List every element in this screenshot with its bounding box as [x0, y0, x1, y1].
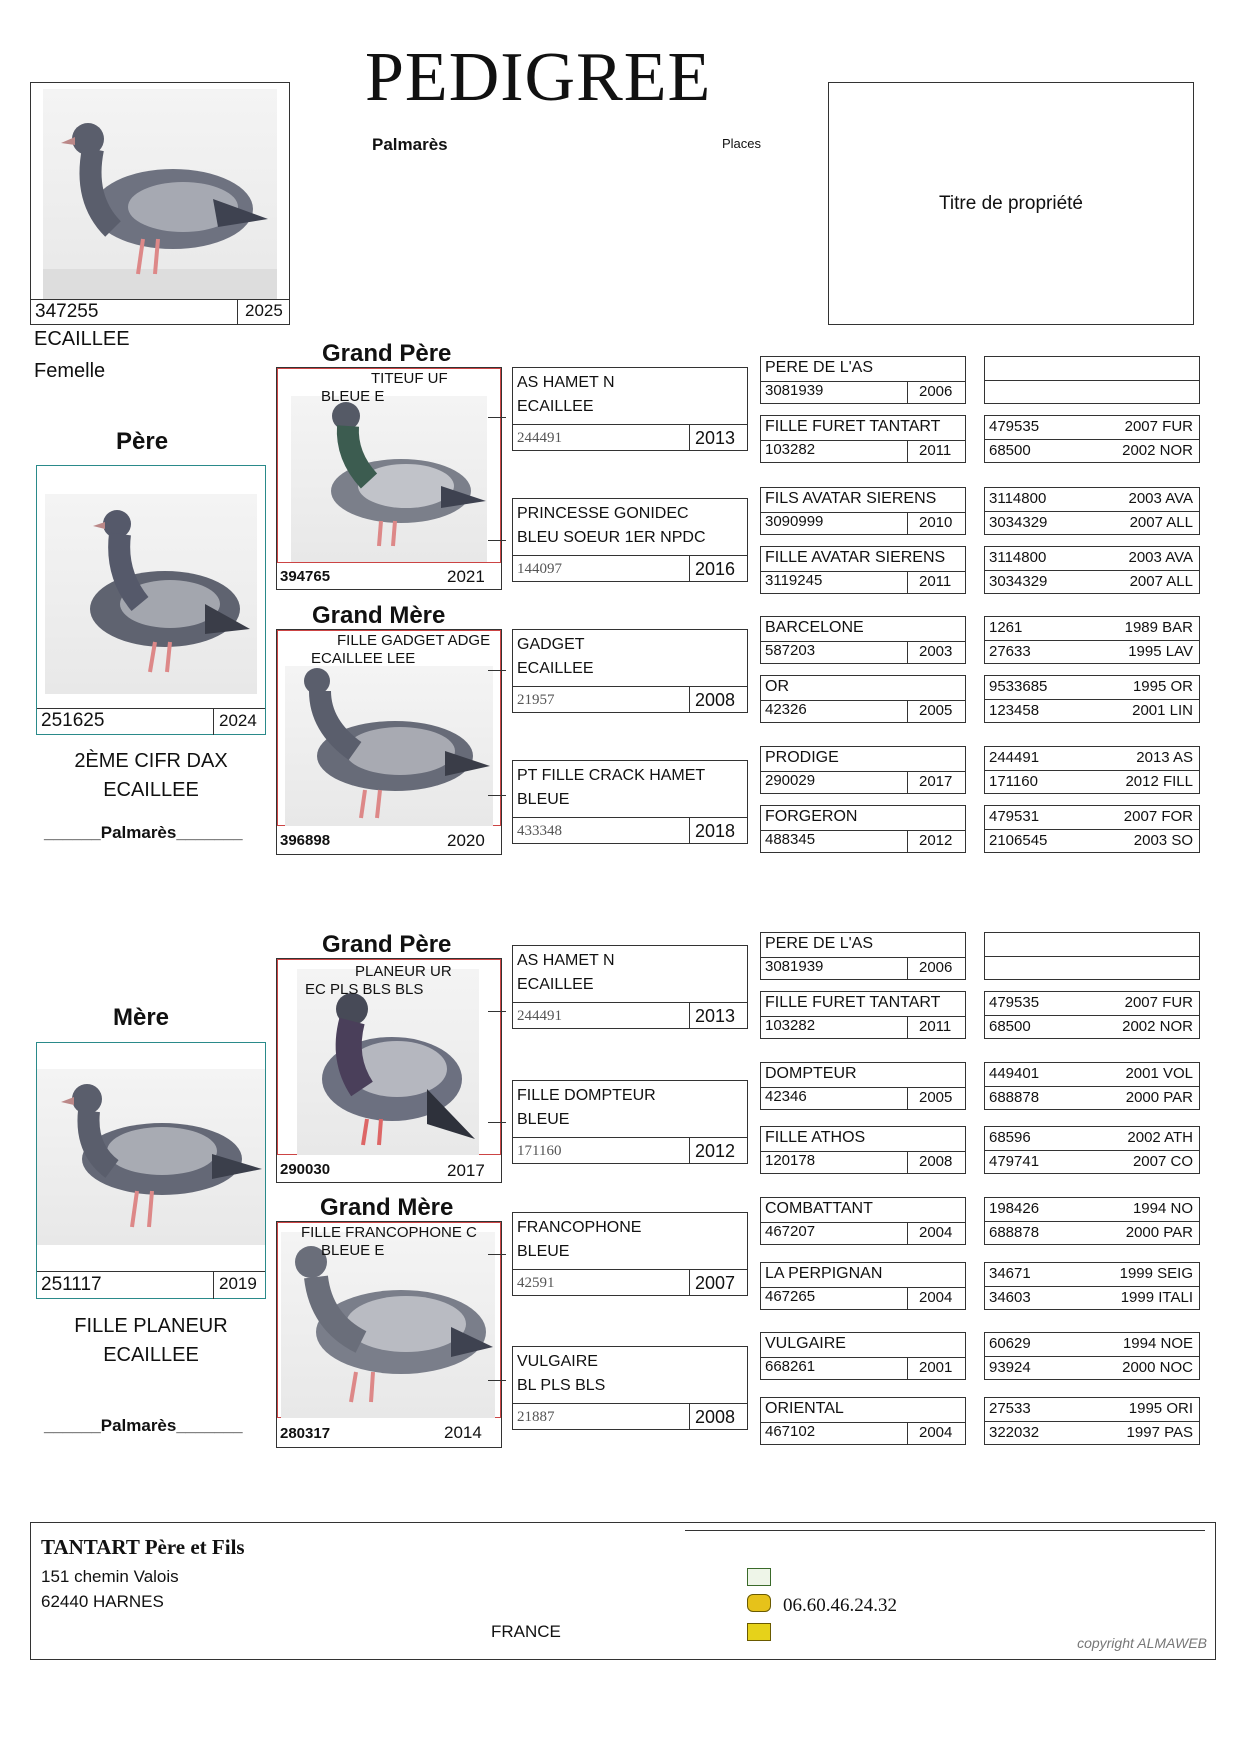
ancestor-ring: 244491 [517, 430, 562, 446]
gen4-ancestor-box [760, 1126, 966, 1174]
gen4-ancestor-box [760, 932, 966, 980]
ancestor-name: PRINCESSE GONIDEC [517, 505, 689, 522]
gen4-ancestor-box [760, 616, 966, 664]
ancestor-ring: 27533 [989, 1400, 1031, 1417]
ancestor-name: VULGAIRE [765, 1335, 846, 1352]
connector-line [488, 417, 506, 418]
ancestor-info: 2003 SO [1133, 832, 1193, 849]
ancestor-name: DOMPTEUR [765, 1065, 857, 1082]
ancestor-info: 1997 PAS [1126, 1424, 1193, 1441]
pere-photo-frame [36, 465, 266, 735]
connector-line [488, 1122, 506, 1123]
address-line-2: 62440 HARNES [41, 1592, 164, 1611]
ancestor-info: 1994 NOE [1122, 1335, 1193, 1352]
ancestor-ring: 60629 [989, 1335, 1031, 1352]
mere-palmares: ______Palmarès_______ [44, 1416, 243, 1435]
gm-pere-color: ECAILLEE LEE [311, 650, 416, 667]
gp-mere-frame [276, 958, 502, 1183]
email-icon[interactable] [747, 1568, 771, 1586]
gm-mere-frame [276, 1221, 502, 1448]
gp-pere-color: BLEUE E [321, 388, 385, 405]
subject-year: 2025 [245, 301, 283, 320]
ancestor-ring: 688878 [989, 1089, 1040, 1106]
pigeon-image [45, 494, 257, 694]
gen5-ancestor-pair [984, 546, 1200, 594]
gen5-ancestor-pair [984, 487, 1200, 535]
country: FRANCE [491, 1622, 561, 1641]
ancestor-name: OR [765, 678, 789, 695]
gm-pere-heading: Grand Mère [312, 602, 446, 629]
ancestor-ring: 3034329 [989, 573, 1048, 590]
ancestor-year: 2008 [695, 1407, 736, 1427]
ancestor-name: FORGERON [765, 808, 858, 825]
ancestor-year: 2005 [919, 1089, 953, 1106]
ancestor-info: 2001 VOL [1125, 1065, 1193, 1082]
gen3-ancestor-box [512, 1212, 748, 1296]
ancestor-year: 2008 [919, 1153, 953, 1170]
pere-ring: 251625 [41, 710, 105, 731]
ancestor-name: PRODIGE [765, 749, 839, 766]
ancestor-color: BL PLS BLS [517, 1377, 606, 1394]
ancestor-info: 1995 OR [1132, 678, 1193, 695]
gp-pere-photo [291, 396, 487, 562]
ancestor-year: 2005 [919, 702, 953, 719]
gen3-ancestor-box [512, 945, 748, 1029]
ancestor-ring: 244491 [517, 1008, 562, 1024]
gen5-ancestor-pair [984, 1397, 1200, 1445]
gen3-ancestor-box [512, 629, 748, 713]
pere-heading: Père [116, 428, 169, 455]
pigeon-image [291, 396, 487, 562]
ancestor-info: 1995 LAV [1128, 643, 1193, 660]
gen4-ancestor-box [760, 546, 966, 594]
ancestor-ring: 27633 [989, 643, 1031, 660]
connector-line [488, 795, 506, 796]
ancestor-name: AS HAMET N [517, 374, 615, 391]
gm-pere-ring: 396898 [280, 832, 331, 849]
ancestor-year: 2004 [919, 1224, 953, 1241]
ancestor-info: 2002 NOR [1122, 1018, 1193, 1035]
ancestor-year: 2012 [695, 1141, 736, 1161]
ancestor-year: 2008 [695, 690, 736, 710]
ancestor-name: PERE DE L'AS [765, 359, 873, 376]
ancestor-color: ECAILLEE [517, 660, 594, 677]
ancestor-year: 2006 [919, 959, 953, 976]
ancestor-ring: 68596 [989, 1129, 1031, 1146]
ancestor-info: 2007 FOR [1123, 808, 1193, 825]
ancestor-ring: 120178 [765, 1152, 816, 1169]
gen4-ancestor-box [760, 1262, 966, 1310]
palmares-label: Palmarès [372, 135, 448, 154]
gen5-ancestor-pair [984, 415, 1200, 463]
gen3-ancestor-box [512, 498, 748, 582]
ancestor-info: 2012 FILL [1125, 773, 1193, 790]
ancestor-name: FILLE DOMPTEUR [517, 1087, 656, 1104]
ancestor-year: 2013 [695, 428, 736, 448]
ancestor-name: PT FILLE CRACK HAMET [517, 767, 706, 784]
phone-icon[interactable] [747, 1594, 771, 1612]
ancestor-ring: 290029 [765, 772, 816, 789]
ancestor-year: 2018 [695, 821, 736, 841]
ancestor-info: 1994 NO [1132, 1200, 1193, 1217]
ancestor-info: 1995 ORI [1128, 1400, 1193, 1417]
gen4-ancestor-box [760, 805, 966, 853]
ancestor-ring: 3034329 [989, 514, 1048, 531]
subject-color: ECAILLEE [34, 328, 130, 350]
connector-line [488, 1254, 506, 1255]
ancestor-ring: 42591 [517, 1275, 555, 1291]
ancestor-ring: 42326 [765, 701, 807, 718]
phone-number: 06.60.46.24.32 [783, 1595, 897, 1616]
ancestor-year: 2011 [919, 1018, 952, 1035]
ancestor-ring: 144097 [517, 561, 562, 577]
ancestor-info: 2007 FUR [1124, 418, 1193, 435]
gen5-ancestor-pair [984, 1197, 1200, 1245]
ancestor-year: 2017 [919, 773, 953, 790]
ancestor-color: BLEUE [517, 791, 570, 808]
gen4-ancestor-box [760, 415, 966, 463]
ancestor-ring: 3081939 [765, 382, 824, 399]
gp-pere-ring: 394765 [280, 568, 331, 585]
gp-pere-year: 2021 [447, 567, 485, 586]
mere-ring: 251117 [41, 1274, 102, 1295]
ancestor-ring: 103282 [765, 1017, 816, 1034]
places-label: Places [722, 136, 762, 151]
ancestor-info: 2013 AS [1136, 749, 1193, 766]
ancestor-ring: 3114800 [989, 490, 1047, 507]
ancestor-year: 2007 [695, 1273, 736, 1293]
ancestor-year: 2004 [919, 1289, 953, 1306]
gm-pere-frame [276, 629, 502, 855]
gen5-ancestor-pair [984, 1332, 1200, 1380]
gen4-ancestor-box [760, 356, 966, 404]
ancestor-ring: 93924 [989, 1359, 1031, 1376]
connector-line [488, 1380, 506, 1381]
ancestor-ring: 449401 [989, 1065, 1040, 1082]
gm-mere-heading: Grand Mère [320, 1194, 454, 1221]
ancestor-info: 2007 ALL [1129, 573, 1193, 590]
ancestor-year: 2003 [919, 643, 953, 660]
gen5-ancestor-pair [984, 356, 1200, 404]
subject-pigeon-photo [43, 89, 277, 299]
ancestor-info: 2000 NOC [1122, 1359, 1193, 1376]
pigeon-image [37, 1069, 265, 1245]
pere-pigeon-photo [45, 494, 257, 694]
gm-mere-color: BLEUE E [321, 1242, 385, 1259]
subject-ring: 347255 [35, 301, 99, 322]
mere-color: ECAILLEE [103, 1344, 199, 1366]
gp-mere-year: 2017 [447, 1161, 485, 1180]
gen5-ancestor-pair [984, 616, 1200, 664]
ancestor-info: 2001 LIN [1132, 702, 1193, 719]
ancestor-ring: 198426 [989, 1200, 1040, 1217]
gm-mere-ring: 280317 [280, 1425, 331, 1442]
ancestor-ring: 3081939 [765, 958, 824, 975]
ancestor-color: ECAILLEE [517, 976, 594, 993]
ancestor-ring: 1261 [989, 619, 1023, 636]
ancestor-ring: 668261 [765, 1358, 816, 1375]
ancestor-ring: 479531 [989, 808, 1040, 825]
ancestor-info: 1999 SEIG [1119, 1265, 1193, 1282]
subject-sex: Femelle [34, 360, 106, 382]
pere-palmares: ______Palmarès_______ [44, 823, 243, 842]
ancestor-name: VULGAIRE [517, 1353, 598, 1370]
ancestor-info: 1989 BAR [1124, 619, 1193, 636]
ancestor-name: FILLE AVATAR SIERENS [765, 549, 946, 566]
ancestor-info: 1999 ITALI [1120, 1289, 1193, 1306]
gen5-ancestor-pair [984, 1062, 1200, 1110]
gen5-ancestor-pair [984, 805, 1200, 853]
mere-heading: Mère [113, 1004, 170, 1031]
ancestor-ring: 2106545 [989, 832, 1048, 849]
ancestor-ring: 488345 [765, 831, 816, 848]
ancestor-name: BARCELONE [765, 619, 864, 636]
ancestor-ring: 3114800 [989, 549, 1047, 566]
ancestor-year: 2013 [695, 1006, 736, 1026]
ancestor-name: ORIENTAL [765, 1400, 844, 1417]
pere-color: ECAILLEE [103, 779, 199, 801]
pigeon-image [281, 1232, 495, 1418]
gp-pere-frame [276, 367, 502, 590]
ancestor-ring: 322032 [989, 1424, 1040, 1441]
ancestor-ring: 34671 [989, 1265, 1031, 1282]
ancestor-color: BLEU SOEUR 1ER NPDC [517, 529, 706, 546]
pere-name: 2ÈME CIFR DAX [74, 750, 228, 772]
fax-icon[interactable] [747, 1623, 771, 1641]
gp-mere-ring: 290030 [280, 1161, 331, 1178]
ancestor-info: 2007 CO [1132, 1153, 1193, 1170]
gen5-ancestor-pair [984, 746, 1200, 794]
ancestor-ring: 3090999 [765, 513, 824, 530]
ancestor-name: FRANCOPHONE [517, 1219, 642, 1236]
ancestor-info: 2002 NOR [1122, 442, 1193, 459]
connector-line [488, 540, 506, 541]
gen3-ancestor-box [512, 1080, 748, 1164]
ancestor-ring: 68500 [989, 1018, 1031, 1035]
ancestor-name: FILLE FURET TANTART [765, 994, 941, 1011]
gm-mere-photo [281, 1232, 495, 1418]
gm-mere-name: FILLE FRANCOPHONE C [301, 1224, 477, 1241]
ancestor-name: PERE DE L'AS [765, 935, 873, 952]
address-line-1: 151 chemin Valois [41, 1567, 179, 1586]
gm-pere-photo [285, 666, 493, 826]
ancestor-ring: 433348 [517, 823, 562, 839]
ancestor-ring: 479535 [989, 994, 1040, 1011]
ancestor-ring: 171160 [989, 773, 1038, 790]
ancestor-ring: 34603 [989, 1289, 1031, 1306]
ancestor-info: 2000 PAR [1125, 1224, 1193, 1241]
ancestor-ring: 42346 [765, 1088, 807, 1105]
mere-name: FILLE PLANEUR [74, 1315, 228, 1337]
gp-pere-heading: Grand Père [322, 340, 452, 367]
connector-line [488, 1011, 506, 1012]
mere-year: 2019 [219, 1274, 257, 1293]
copyright: copyright ALMAWEB [1077, 1635, 1207, 1651]
ancestor-ring: 479535 [989, 418, 1040, 435]
ancestor-name: AS HAMET N [517, 952, 615, 969]
ancestor-name: FILLE FURET TANTART [765, 418, 941, 435]
mere-pigeon-photo [37, 1069, 265, 1245]
gen4-ancestor-box [760, 487, 966, 535]
ancestor-ring: 479741 [989, 1153, 1040, 1170]
ancestor-ring: 688878 [989, 1224, 1040, 1241]
ancestor-ring: 467265 [765, 1288, 816, 1305]
ancestor-info: 2003 AVA [1128, 549, 1193, 566]
gp-mere-heading: Grand Père [322, 931, 452, 958]
ancestor-ring: 103282 [765, 441, 816, 458]
subject-photo-frame [30, 82, 290, 325]
gm-pere-name: FILLE GADGET ADGE [337, 632, 491, 649]
ancestor-year: 2006 [919, 383, 953, 400]
ancestor-color: BLEUE [517, 1243, 570, 1260]
gen4-ancestor-box [760, 1062, 966, 1110]
ancestor-year: 2010 [919, 514, 953, 531]
gm-pere-year: 2020 [447, 831, 485, 850]
ancestor-year: 2004 [919, 1424, 953, 1441]
ancestor-ring: 123458 [989, 702, 1040, 719]
gen5-ancestor-pair [984, 675, 1200, 723]
ancestor-color: BLEUE [517, 1111, 570, 1128]
gen4-ancestor-box [760, 675, 966, 723]
pigeon-image [43, 89, 277, 299]
ancestor-info: 2003 AVA [1128, 490, 1193, 507]
gen3-ancestor-box [512, 367, 748, 451]
mere-photo-frame [36, 1042, 266, 1299]
gp-pere-name: TITEUF UF [371, 370, 448, 387]
ancestor-name: LA PERPIGNAN [765, 1265, 883, 1282]
gen5-ancestor-pair [984, 932, 1200, 980]
ancestor-info: 2000 PAR [1125, 1089, 1193, 1106]
gen3-ancestor-box [512, 1346, 748, 1430]
gen5-ancestor-pair [984, 991, 1200, 1039]
ancestor-ring: 467102 [765, 1423, 816, 1440]
pigeon-image [285, 666, 493, 826]
ancestor-info: 2007 ALL [1129, 514, 1193, 531]
ancestor-ring: 68500 [989, 442, 1031, 459]
ancestor-ring: 171160 [517, 1143, 562, 1159]
ownership-label: Titre de propriété [939, 193, 1083, 214]
ancestor-ring: 3119245 [765, 572, 823, 589]
ancestor-info: 2002 ATH [1127, 1129, 1193, 1146]
ownership-box [828, 82, 1194, 325]
ancestor-info: 2007 FUR [1124, 994, 1193, 1011]
gp-mere-name: PLANEUR UR [355, 963, 452, 980]
gen5-ancestor-pair [984, 1262, 1200, 1310]
ancestor-ring: 9533685 [989, 678, 1048, 695]
pere-year: 2024 [219, 711, 257, 730]
ancestor-ring: 244491 [989, 749, 1040, 766]
ancestor-year: 2016 [695, 559, 736, 579]
breeder-name: TANTART Père et Fils [41, 1535, 245, 1559]
ancestor-ring: 21957 [517, 692, 555, 708]
ancestor-name: FILLE ATHOS [765, 1129, 866, 1146]
gen4-ancestor-box [760, 1197, 966, 1245]
ancestor-name: FILS AVATAR SIERENS [765, 490, 937, 507]
gm-mere-year: 2014 [444, 1423, 482, 1442]
connector-line [488, 670, 506, 671]
gp-mere-color: EC PLS BLS BLS [305, 981, 424, 998]
ancestor-name: COMBATTANT [765, 1200, 873, 1217]
ancestor-year: 2001 [919, 1359, 953, 1376]
ancestor-year: 2011 [919, 442, 952, 459]
gen3-ancestor-box [512, 760, 748, 844]
ancestor-year: 2012 [919, 832, 953, 849]
ancestor-name: GADGET [517, 636, 585, 653]
page-title: PEDIGREE [365, 39, 712, 116]
ancestor-year: 2011 [919, 573, 952, 590]
gen5-ancestor-pair [984, 1126, 1200, 1174]
gen4-ancestor-box [760, 1332, 966, 1380]
gen4-ancestor-box [760, 746, 966, 794]
ancestor-color: ECAILLEE [517, 398, 594, 415]
gen4-ancestor-box [760, 1397, 966, 1445]
ancestor-ring: 21887 [517, 1409, 555, 1425]
gen4-ancestor-box [760, 991, 966, 1039]
ancestor-ring: 467207 [765, 1223, 816, 1240]
ancestor-ring: 587203 [765, 642, 816, 659]
footer-box [30, 1522, 1216, 1660]
